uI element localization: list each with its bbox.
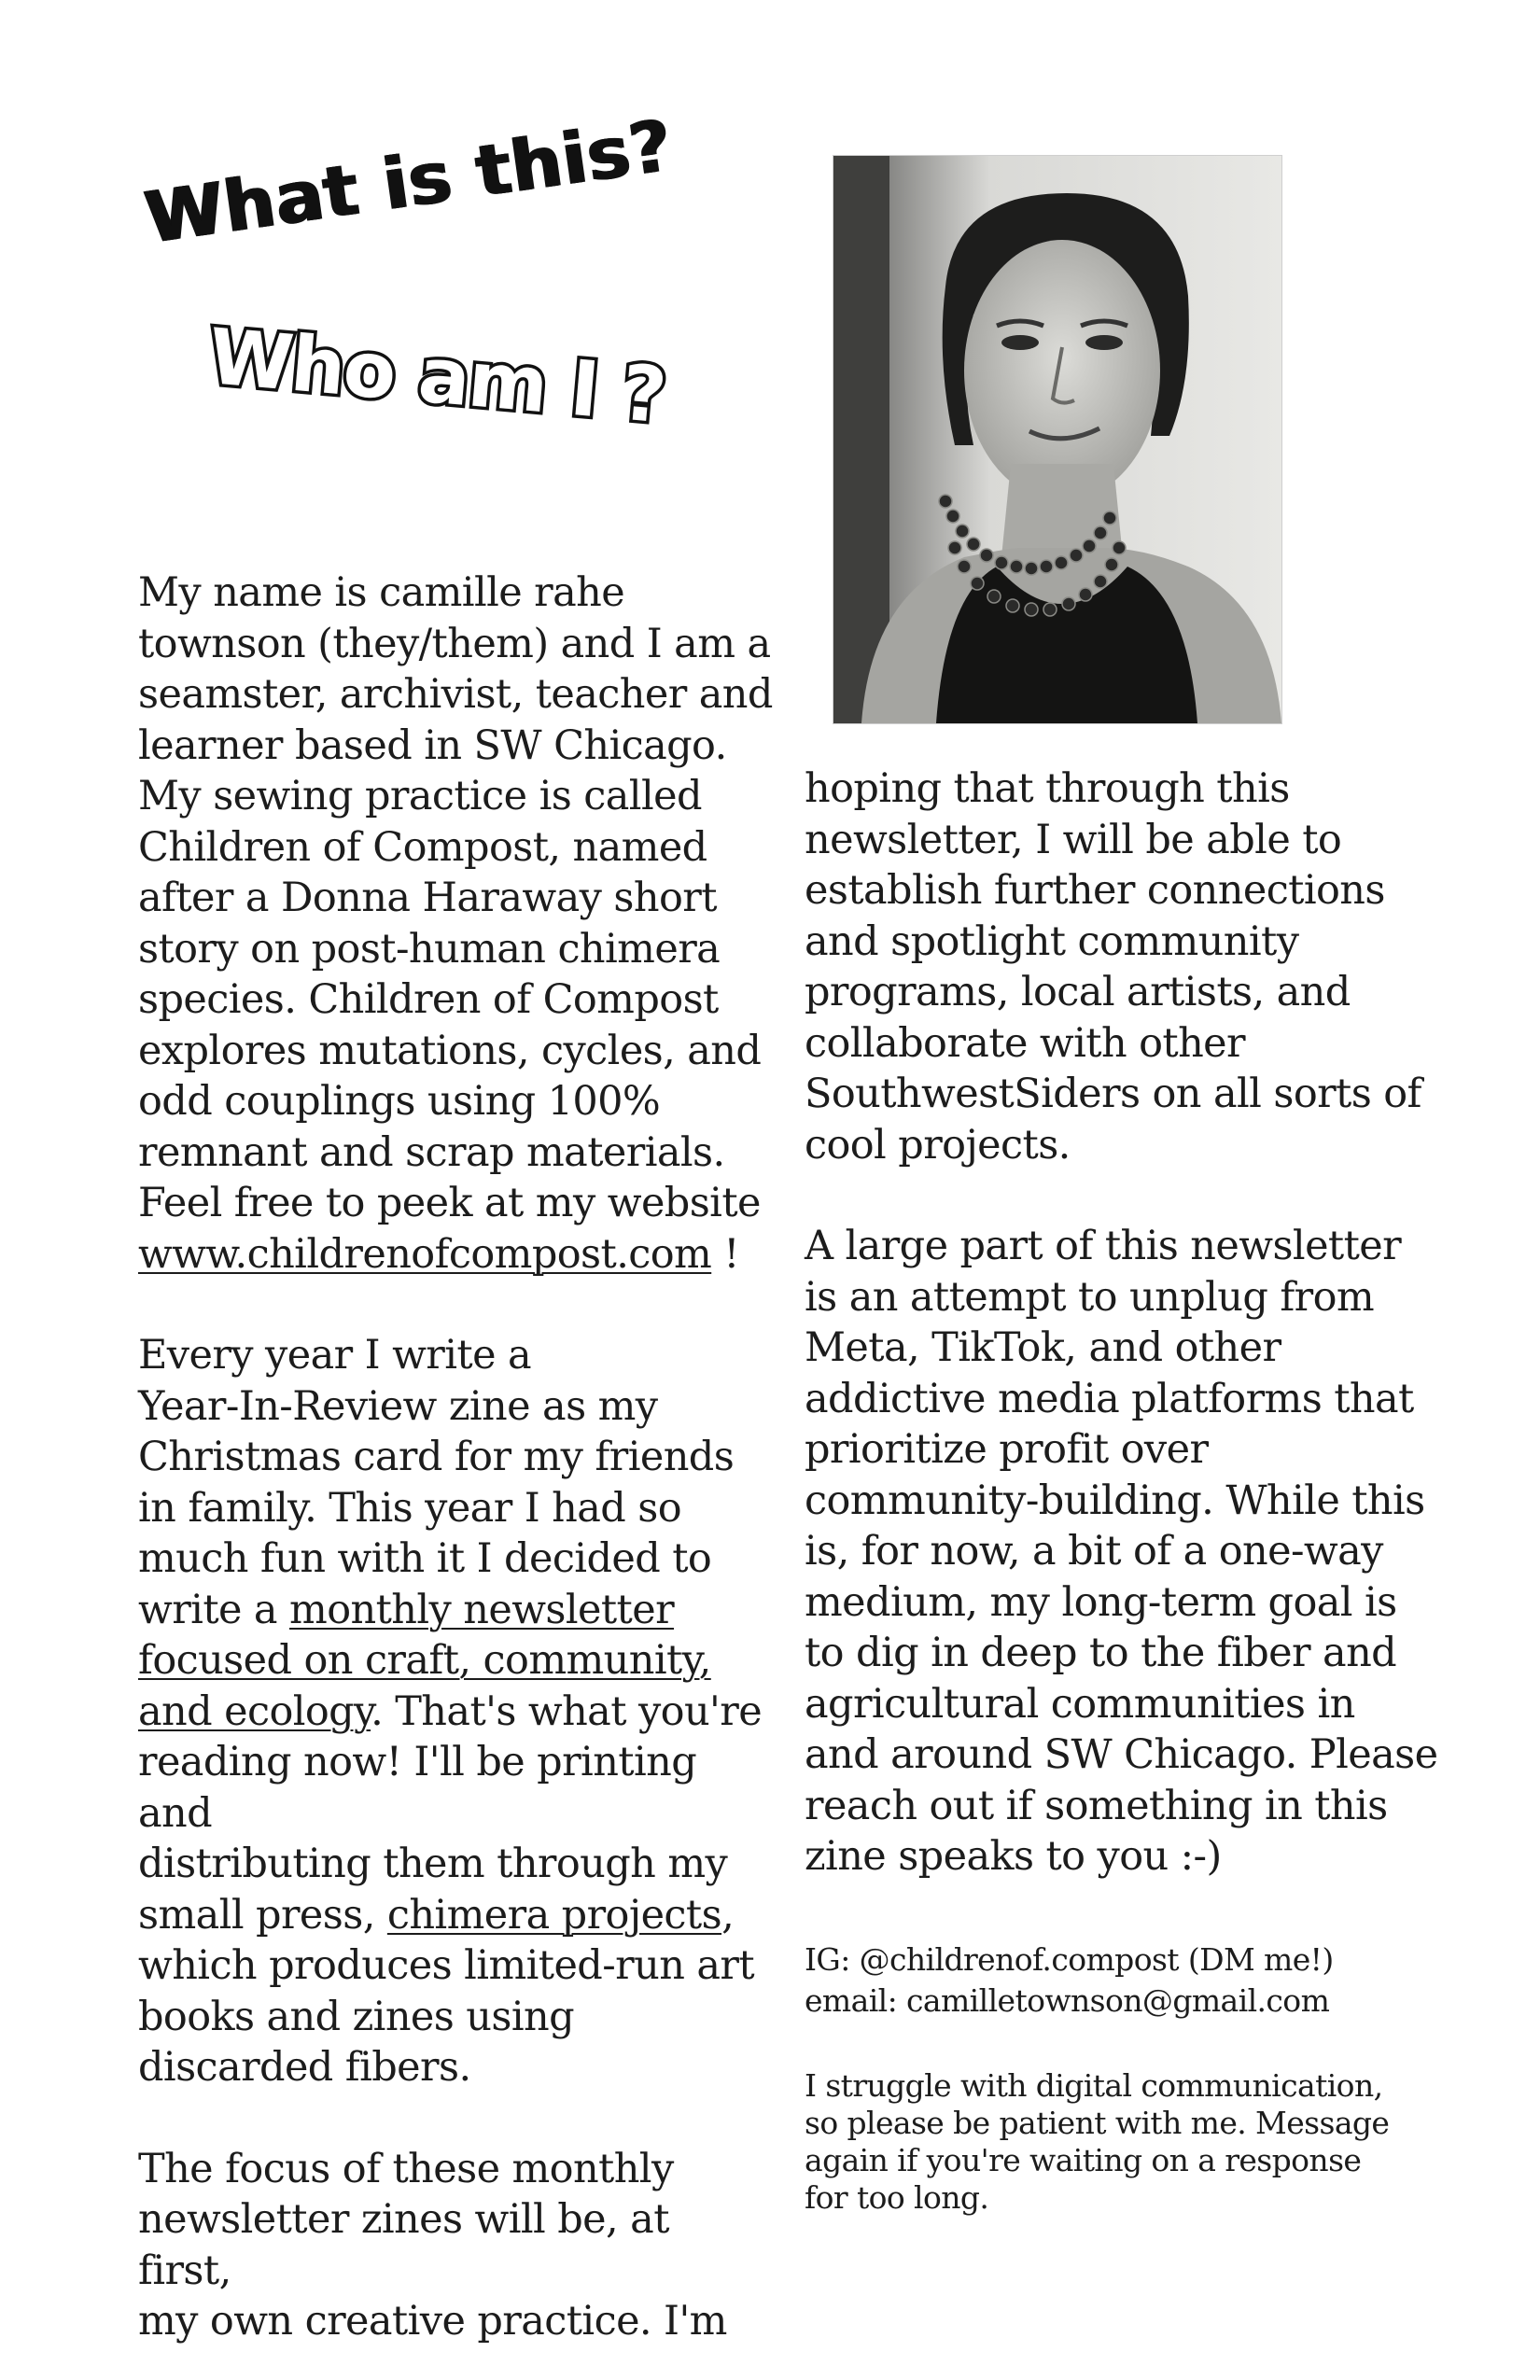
text-line: and spotlight community — [805, 917, 1299, 965]
text-line: distributing them through my — [138, 1841, 728, 1887]
text-line: to dig in deep to the fiber and — [805, 1630, 1397, 1676]
instagram-handle[interactable]: IG: @childrenof.compost (DM me!) — [805, 1941, 1334, 1978]
text-line: The focus of these monthly — [138, 2145, 674, 2192]
text-line: A large part of this newsletter — [805, 1223, 1402, 1269]
text-line: learner based in SW Chicago. — [138, 721, 727, 769]
heading-what-is-this: What is this? — [140, 103, 678, 260]
website-link[interactable]: www.childrenofcompost.com — [138, 1230, 712, 1278]
text-line: cool projects. — [805, 1121, 1071, 1169]
focus-paragraph — [138, 2144, 773, 2347]
text-line: in family. This year I had so — [138, 1484, 682, 1532]
text-line: newsletter, I will be able to — [805, 816, 1342, 863]
text-line: I struggle with digital communication, — [805, 2067, 1383, 2104]
text-line: seamster, archivist, teacher and — [138, 671, 773, 718]
text-line: which produces limited-run art — [138, 1942, 755, 1989]
chimera-projects-link[interactable]: chimera projects — [386, 1891, 722, 1939]
portrait-photo — [833, 155, 1282, 724]
text-line: my own creative practice. I'm — [138, 2298, 727, 2345]
text-line: books and zines using — [138, 1993, 575, 2040]
text-line: much fun with it I decided to — [138, 1535, 712, 1582]
text-line: after a Donna Haraway short — [138, 875, 717, 921]
text-line: prioritize profit over — [805, 1426, 1209, 1473]
text-line: townson (they/them) and I am a — [138, 620, 771, 667]
text-line: so please be patient with me. Message — [805, 2105, 1390, 2141]
text-line: species. Children of Compost — [138, 976, 719, 1023]
portrait-illustration — [833, 156, 1281, 723]
unplug-paragraph — [805, 1221, 1439, 1883]
text-fragment: ! — [711, 1230, 739, 1278]
contact-info — [805, 1939, 1458, 2022]
text-line: odd couplings using 100% — [138, 1078, 661, 1125]
text-line: programs, local artists, and — [805, 969, 1351, 1015]
text-line: addictive media platforms that — [805, 1375, 1414, 1422]
text-line: reading now! I'll be printing and — [138, 1739, 697, 1837]
text-line: is, for now, a bit of a one-way — [805, 1528, 1383, 1575]
newsletter-link[interactable]: monthly newsletter — [289, 1586, 675, 1633]
text-line: hoping that through this — [805, 765, 1290, 812]
text-line: zine speaks to you :-) — [805, 1833, 1222, 1880]
text-line: My sewing practice is called — [138, 773, 702, 819]
communication-note — [805, 2067, 1458, 2217]
text-line: remnant and scrap materials. — [138, 1128, 725, 1176]
text-fragment: write a — [138, 1586, 290, 1633]
text-line: reach out if something in this — [805, 1782, 1388, 1829]
text-line: for too long. — [805, 2179, 989, 2216]
text-line: Children of Compost, named — [138, 823, 707, 871]
text-line: community-building. While this — [805, 1477, 1425, 1524]
text-line: collaborate with other — [805, 1019, 1245, 1067]
text-line: Feel free to peek at my website — [138, 1180, 761, 1226]
text-fragment: , — [721, 1891, 735, 1939]
newsletter-paragraph — [138, 1330, 773, 2093]
text-fragment: . That's what you're — [371, 1687, 763, 1735]
left-column — [138, 567, 773, 2347]
newsletter-link[interactable]: and ecology — [138, 1687, 371, 1735]
text-line: story on post-human chimera — [138, 925, 721, 973]
text-line: newsletter zines will be, at first, — [138, 2196, 669, 2294]
text-line: medium, my long-term goal is — [805, 1578, 1397, 1626]
text-line: establish further connections — [805, 867, 1385, 914]
email-address[interactable]: email: camilletownson@gmail.com — [805, 1982, 1330, 2019]
heading-who-am-i: Who am I ? — [204, 313, 668, 441]
text-line: Christmas card for my friends — [138, 1434, 735, 1480]
hoping-paragraph — [805, 763, 1439, 1170]
intro-paragraph — [138, 567, 773, 1280]
text-line: Meta, TikTok, and other — [805, 1324, 1281, 1371]
text-line: and around SW Chicago. Please — [805, 1731, 1438, 1778]
text-line: My name is camille rahe — [138, 569, 625, 616]
newsletter-link[interactable]: focused on craft, community, — [138, 1637, 711, 1684]
text-line: is an attempt to unplug from — [805, 1273, 1375, 1321]
right-column — [805, 763, 1439, 1883]
text-line: again if you're waiting on a response — [805, 2142, 1362, 2178]
text-line: Every year I write a — [138, 1332, 532, 1379]
text-line: discarded fibers. — [138, 2044, 471, 2091]
text-fragment: small press, — [138, 1891, 387, 1939]
text-line: Year-In-Review zine as my — [138, 1382, 658, 1430]
text-line: explores mutations, cycles, and — [138, 1027, 762, 1074]
text-line: SouthwestSiders on all sorts of — [805, 1071, 1421, 1117]
text-line: agricultural communities in — [805, 1680, 1355, 1728]
